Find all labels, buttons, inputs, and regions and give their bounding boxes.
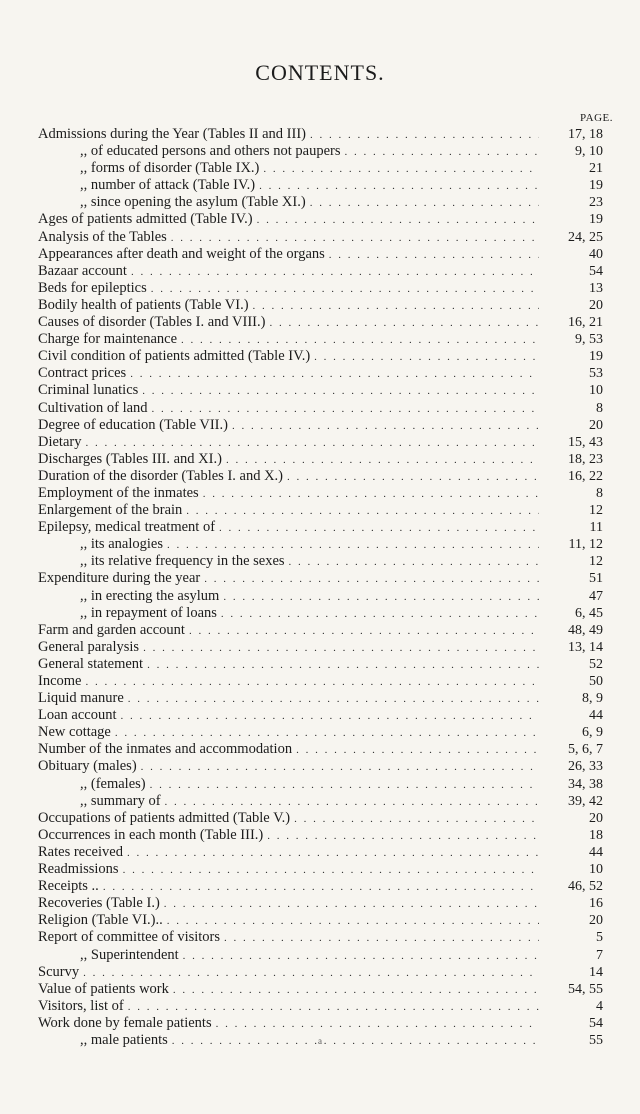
contents-entry — [38, 211, 603, 228]
contents-entry — [38, 280, 603, 297]
entry-title: ,, since opening the asylum (Table XI.) — [80, 194, 306, 211]
contents-entry — [38, 690, 603, 707]
dot-leader — [223, 589, 539, 605]
entry-pages: 19 — [589, 212, 603, 228]
entry-title: Expenditure during the year — [38, 570, 201, 587]
entry-title: Recoveries (Table I.) — [38, 895, 160, 912]
page-title: CONTENTS. — [255, 60, 385, 85]
entry-pages: 34, 38 — [568, 776, 603, 792]
entry-pages: 26, 33 — [568, 759, 603, 775]
dot-leader — [127, 845, 539, 861]
dot-leader — [83, 965, 539, 981]
entry-title: ,, summary of — [80, 792, 161, 809]
entry-title: Duration of the disorder (Tables I. and X.) — [38, 467, 284, 484]
contents-entry — [38, 929, 603, 946]
entry-title: Dietary — [38, 433, 82, 450]
entry-title: Cultivation of land — [38, 399, 148, 416]
entry-pages: 18 — [589, 827, 603, 843]
entry-title: Enlargement of the brain — [38, 502, 183, 519]
contents-entry — [38, 570, 603, 587]
dot-leader — [219, 520, 539, 536]
entry-pages: 8 — [596, 400, 603, 416]
entry-title: ,, of educated persons and others not paupers — [80, 143, 341, 160]
entry-title: ,, Superintendent — [80, 946, 179, 963]
contents-entry — [38, 622, 603, 639]
entry-title: ,, its relative frequency in the sexes — [80, 553, 285, 570]
dot-leader — [314, 349, 539, 365]
entry-pages: 20 — [589, 810, 603, 826]
contents-entry — [38, 707, 603, 724]
dot-leader — [263, 161, 539, 177]
dot-leader — [186, 503, 539, 519]
entry-title: Appearances after death and weight of the organs — [38, 245, 325, 262]
entry-title: Scurvy — [38, 963, 80, 980]
entry-pages: 8, 9 — [582, 691, 603, 707]
dot-leader — [224, 930, 539, 946]
entry-title: Receipts .. — [38, 878, 99, 895]
contents-entry — [38, 895, 603, 912]
entry-title: Value of patients work — [38, 980, 169, 997]
entry-title: General statement — [38, 655, 144, 672]
dot-leader — [121, 708, 539, 724]
dot-leader — [115, 725, 539, 741]
entry-pages: 19 — [589, 349, 603, 365]
contents-entry — [38, 502, 603, 519]
contents-entry — [38, 998, 603, 1015]
contents-entry — [38, 758, 603, 775]
entry-pages: 4 — [596, 998, 603, 1014]
dot-leader — [171, 230, 539, 246]
contents-entry — [38, 861, 603, 878]
entry-title: New cottage — [38, 724, 111, 741]
entry-pages: 11, 12 — [568, 537, 603, 553]
dot-leader — [329, 247, 539, 263]
entry-pages: 19 — [589, 178, 603, 194]
contents-entry — [38, 143, 603, 160]
dot-leader — [310, 195, 539, 211]
entry-pages: 10 — [589, 383, 603, 399]
dot-leader — [267, 828, 539, 844]
dot-leader — [259, 178, 539, 194]
entry-pages: 9, 10 — [575, 144, 603, 160]
entry-pages: 40 — [589, 246, 603, 262]
entry-pages: 6, 45 — [575, 605, 603, 621]
contents-entry — [38, 519, 603, 536]
entry-pages: 12 — [589, 554, 603, 570]
entry-pages: 48, 49 — [568, 622, 603, 638]
entry-pages: 44 — [589, 844, 603, 860]
dot-leader — [131, 264, 539, 280]
dot-leader — [167, 537, 539, 553]
entry-title: Income — [38, 673, 82, 689]
contents-entry — [38, 314, 603, 331]
entry-title: ,, forms of disorder (Table IX.) — [80, 160, 260, 177]
entry-title: ,, male patients — [80, 1031, 168, 1048]
contents-entry — [38, 827, 603, 844]
entry-title: Contract prices — [38, 365, 127, 382]
contents-entry — [38, 553, 603, 570]
contents-entry — [38, 536, 603, 553]
dot-leader — [269, 315, 539, 331]
entry-pages: 6, 9 — [582, 725, 603, 741]
entry-pages: 53 — [589, 366, 603, 382]
entry-pages: 12 — [589, 503, 603, 519]
entry-pages: 23 — [589, 195, 603, 211]
entry-pages: 20 — [589, 417, 603, 433]
dot-leader — [226, 452, 539, 468]
contents-entry — [38, 451, 603, 468]
contents-entry — [38, 776, 603, 793]
contents-entry — [38, 639, 603, 656]
entry-title: ,, number of attack (Table IV.) — [80, 177, 256, 194]
page-column-label: PAGE. — [580, 112, 613, 124]
dot-leader — [152, 401, 539, 417]
entry-title: Visitors, list of — [38, 997, 124, 1014]
contents-entry — [38, 331, 603, 348]
dot-leader — [287, 469, 539, 485]
entry-title: General paralysis — [38, 638, 140, 655]
dot-leader — [204, 571, 539, 587]
dot-leader — [85, 435, 539, 451]
dot-leader — [173, 982, 539, 998]
dot-leader — [147, 657, 539, 673]
entry-title: Employment of the inmates — [38, 484, 199, 501]
entry-title: ,, its analogies — [80, 536, 163, 553]
entry-pages: 44 — [589, 708, 603, 724]
entry-title: Civil condition of patients admitted (Table IV.) — [38, 348, 311, 365]
contents-entry — [38, 194, 603, 211]
signature-mark: a — [318, 1036, 322, 1046]
contents-entry — [38, 160, 603, 177]
contents-entry — [38, 229, 603, 246]
dot-leader — [232, 418, 539, 434]
dot-leader — [294, 811, 539, 827]
entry-pages: 15, 43 — [568, 434, 603, 450]
dot-leader — [141, 759, 539, 775]
contents-entry — [38, 878, 603, 895]
contents-entry — [38, 263, 603, 280]
entry-title: Rates received — [38, 843, 123, 860]
entry-title: Occupations of patients admitted (Table V.) — [38, 809, 291, 826]
dot-leader — [123, 862, 539, 878]
entry-pages: 16, 22 — [568, 468, 603, 484]
contents-entry — [38, 844, 603, 861]
contents-list — [38, 126, 603, 1049]
entry-title: Liquid manure — [38, 690, 124, 707]
contents-entry — [38, 605, 603, 622]
dot-leader — [310, 127, 539, 143]
entry-pages: 11 — [589, 520, 603, 536]
contents-entry — [38, 724, 603, 741]
entry-title: Farm and garden account — [38, 621, 185, 638]
contents-entry — [38, 485, 603, 502]
contents-entry — [38, 588, 603, 605]
entry-pages: 8 — [596, 485, 603, 501]
dot-leader — [289, 554, 539, 570]
contents-entry — [38, 126, 603, 143]
contents-entry — [38, 468, 603, 485]
entry-pages: 54, 55 — [568, 981, 603, 997]
entry-title: Analysis of the Tables — [38, 228, 167, 245]
entry-pages: 5, 6, 7 — [568, 742, 603, 758]
entry-title: Report of committee of visitors — [38, 929, 221, 946]
entry-pages: 54 — [589, 1015, 603, 1031]
entry-title: ,, in erecting the asylum — [80, 587, 220, 604]
entry-pages: 39, 42 — [568, 793, 603, 809]
entry-pages: 54 — [589, 263, 603, 279]
entry-pages: 47 — [589, 588, 603, 604]
dot-leader — [143, 640, 539, 656]
entry-title: Number of the inmates and accommodation — [38, 741, 293, 758]
entry-title: Causes of disorder (Tables I. and VIII.) — [38, 314, 266, 331]
entry-pages: 51 — [589, 571, 603, 587]
dot-leader — [85, 674, 539, 690]
contents-entry — [38, 793, 603, 810]
entry-pages: 10 — [589, 862, 603, 878]
entry-title: Beds for epileptics — [38, 279, 147, 296]
dot-leader — [296, 742, 539, 758]
dot-leader — [216, 1016, 539, 1032]
dot-leader — [165, 794, 539, 810]
entry-title: Religion (Table VI.).. — [38, 912, 163, 929]
contents-entry — [38, 741, 603, 758]
entry-title: Bazaar account — [38, 262, 127, 279]
entry-pages: 18, 23 — [568, 451, 603, 467]
entry-pages: 7 — [596, 947, 603, 963]
dot-leader — [103, 879, 539, 895]
entry-title: Obituary (males) — [38, 758, 137, 775]
entry-pages: 14 — [589, 964, 603, 980]
entry-title: Degree of education (Table VII.) — [38, 416, 228, 433]
entry-title: Readmissions — [38, 861, 119, 878]
entry-title: Occurrences in each month (Table III.) — [38, 826, 264, 843]
contents-entry — [38, 947, 603, 964]
entry-pages: 50 — [589, 674, 603, 689]
contents-entry — [38, 656, 603, 673]
dot-leader — [253, 298, 539, 314]
dot-leader — [221, 606, 539, 622]
dot-leader — [128, 691, 539, 707]
contents-entry — [38, 1015, 603, 1032]
entry-pages: 52 — [589, 656, 603, 672]
entry-pages: 9, 53 — [575, 332, 603, 348]
dot-leader — [257, 212, 539, 228]
dot-leader — [189, 623, 539, 639]
contents-entry — [38, 400, 603, 417]
contents-entry — [38, 912, 603, 929]
contents-entry — [38, 365, 603, 382]
entry-pages: 5 — [596, 930, 603, 946]
contents-entry — [38, 810, 603, 827]
entry-title: Bodily health of patients (Table VI.) — [38, 296, 249, 313]
dot-leader — [151, 281, 539, 297]
entry-title: Charge for maintenance — [38, 331, 178, 348]
dot-leader — [183, 948, 539, 964]
dot-leader — [181, 332, 539, 348]
entry-pages: 17, 18 — [568, 127, 603, 142]
entry-title: Work done by female patients — [38, 1014, 212, 1031]
dot-leader — [128, 999, 539, 1015]
contents-entry — [38, 981, 603, 998]
entry-title: Criminal lunatics — [38, 382, 139, 399]
entry-title: Loan account — [38, 707, 117, 724]
entry-title: ,, in repayment of loans — [80, 604, 217, 621]
dot-leader — [203, 486, 539, 502]
dot-leader — [167, 913, 539, 929]
entry-title: Admissions during the Year (Tables II and III) — [38, 126, 306, 142]
contents-entry — [38, 348, 603, 365]
entry-pages: 55 — [589, 1032, 603, 1048]
contents-entry — [38, 417, 603, 434]
dot-leader — [130, 366, 539, 382]
contents-entry — [38, 177, 603, 194]
dot-leader — [150, 777, 539, 793]
entry-pages: 46, 52 — [568, 879, 603, 895]
contents-entry — [38, 246, 603, 263]
contents-entry — [38, 382, 603, 399]
entry-pages: 20 — [589, 297, 603, 313]
entry-pages: 21 — [589, 161, 603, 177]
contents-entry — [38, 673, 603, 690]
entry-pages: 16, 21 — [568, 315, 603, 331]
dot-leader — [164, 896, 539, 912]
entry-pages: 24, 25 — [568, 229, 603, 245]
entry-title: Epilepsy, medical treatment of — [38, 519, 216, 536]
entry-title: Discharges (Tables III. and XI.) — [38, 450, 222, 467]
entry-pages: 13 — [589, 280, 603, 296]
contents-entry — [38, 964, 603, 981]
entry-title: Ages of patients admitted (Table IV.) — [38, 211, 253, 228]
dot-leader — [345, 144, 539, 160]
entry-pages: 16 — [589, 896, 603, 912]
entry-title: ,, (females) — [80, 775, 146, 792]
entry-pages: 20 — [589, 913, 603, 929]
contents-entry — [38, 434, 603, 451]
contents-entry — [38, 297, 603, 314]
dot-leader — [142, 383, 539, 399]
entry-pages: 13, 14 — [568, 639, 603, 655]
